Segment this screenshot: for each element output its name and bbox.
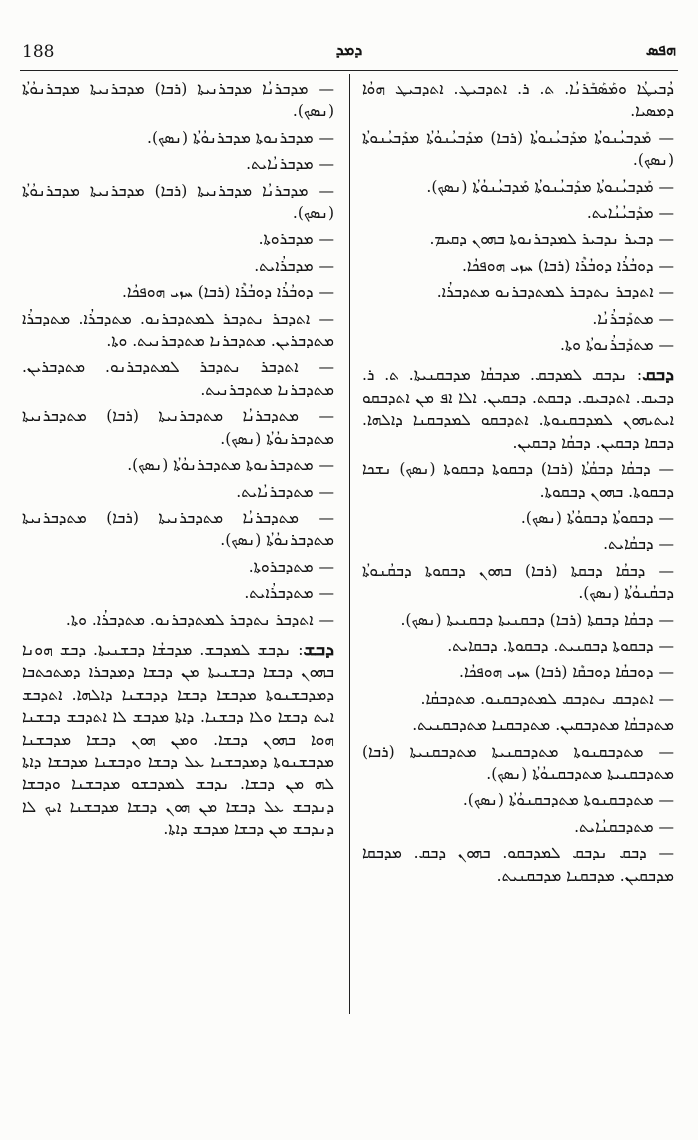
right-column bbox=[362, 78, 674, 1028]
running-head-right: ܗܦܣ bbox=[645, 40, 676, 59]
derivative-line: — ܡܕܒܪܢܘܬܐ ܡܕܒܪܢܘܳܬܳܐ (ܢܣܟ). bbox=[147, 128, 334, 147]
dictionary-entry bbox=[22, 639, 334, 841]
header-rule bbox=[20, 70, 678, 71]
dictionary-entry bbox=[362, 364, 674, 454]
derivative-line: — ܡܕܒܪܢܳܐ ܡܕܒܪܢܝܬܐ (ܪܒܐ) ܡܕܒܪܢܝܬܐ ܡܕܒܪܢܘܳܬܳܐ (ܢܣܟ). bbox=[22, 181, 334, 223]
derivative-line: — ܕܒܩܳܐ ܕܒܩܬܐ (ܪܒܐ) ܒܗܘܢ ܕܒܩܘܬܐ ܕܒܩܳܢܘܬܳܐ ܕܒܩܳܢܘܳܬܳܐ (ܢܣܟ). bbox=[362, 561, 674, 603]
derivative-line: — ܡܕܰܒܝܳܢܳܐܝܬ. bbox=[586, 204, 674, 223]
derivative-line: — ܐܬܕܒܪ ܢܬܕܒܪ ܠܡܬܕܒܪܢܘ ܡܬܕܒܪܳܐ. bbox=[436, 283, 674, 302]
derivative-line: — ܐܬܕܒܪ ܢܬܕܒܪ ܠܡܬܕܒܪܢܘ. ܡܬܕܒܪܳܐ. ܡܬܕܒܪܳܐ ܡܬܕܒܪܝܢ. ܡܬܕܒܪܢܐ ܡܬܕܒܪܢܝܬ. ܘܬܐ. bbox=[22, 309, 334, 351]
derivative-line: — ܡܰܕܒܝܳܢܘܬܳܐ ܡܕܰܒܝܳܢܘܬܳܐ ܡܰܕܒܝܳܢܘܳܬܳܐ (ܢܣܟ). bbox=[426, 177, 674, 196]
derivative-line: — ܡܕܒܪܢܳܐܝܬ. bbox=[246, 155, 334, 174]
derivative-line: — ܡܬܕܒܩܢܘܬܐ ܡܬܕܒܩܢܘܳܬܳܐ (ܢܣܟ). bbox=[462, 791, 674, 810]
derivative-line: — ܕܘܒܳܪܳܐ ܕܘܒܳܪܶܐ (ܪܒܐ) ܚܙܝ ܗܘܦܟܳܐ. bbox=[121, 283, 334, 302]
derivative-line: — ܡܬܕܰܒܪܳܢܳܐ. bbox=[592, 309, 674, 328]
derivative-line: ܕܳܒܝܛܳܐ ܘܡܰܣܰܒܰܪܢܳܐ. ܬ. ܪ. ܐܬܕܒܝܛ. ܐܬܕܒܝܛ ܗܘܳܐ ܕܡܣܝܐ. bbox=[362, 80, 674, 121]
derivative-line: — ܡܬܕܒܪܢܘܬܐ ܡܬܕܒܪܢܘܳܬܳܐ (ܢܣܟ). bbox=[127, 456, 334, 475]
entry-headword: ܕܒܫ bbox=[303, 638, 334, 660]
derivative-line: — ܡܬܕܒܩܢܘܬܐ ܡܬܕܒܩܢܝܬܐ ܡܬܕܒܩܢܝܬܐ (ܪܒܐ) ܡܬܕܒܩܢܝܬܐ ܡܬܕܒܩܢܘܳܬܳܐ (ܢܣܟ). bbox=[362, 742, 674, 783]
derivative-line: — ܐܬܕܒܪ ܢܬܕܒܪ ܠܡܬܕܒܪܢܘ. ܡܬܕܒܪܳܐ. ܘܬܐ. bbox=[65, 610, 334, 629]
derivative-line: — ܡܕܒܪܘܬܐ. bbox=[258, 230, 334, 249]
entry-text: : ܢܕܒܩ ܠܡܕܒܩ. ܡܕܒܩܳܐ ܡܕܒܩܢܝܬܐ. ܬ. ܪ. ܕܒܝܩ. ܐܬܕܒܝܩ. ܕܒܩܬ. ܕܒܩܝܢ. ܐܠܐ ܐܦ ܡܢ ܐܬܕܒܩܘ ܐܝܬܝܗܘܢ ܠܡܕܒܩܢܘܬܐ. ܐܬܕܒܩܘ ܠܡܕܒܩܢܐ ܕܐܠܗܐ. ܕܒܩܐ ܕܒܩܝܢ. ܕܒܩܳܐ ܕܒܩܝܢ. bbox=[362, 366, 674, 452]
entry-text: : ܢܕܒܫ ܠܡܕܒܫ. ܡܕܒܫܳܐ ܕܒܫܢܝܬܐ. ܕܒܫ ܗܘܢܐ ܒܗܘܢ ܕܒܫܐ ܕܒܫܢܝܬܐ ܡܢ ܕܒܫܐ ܕܡܕܒܪܐ ܕܡܬܟܬܒܐ ܕܡܕܒܫܢܘܬܐ ܡܕܒܫܐ ܕܒܫܐ ܕܕܒܫܢܐ ܕܐܠܗܐ. ܐܬܕܒܫ ܐܝܬ ܕܒܫܐ ܘܠܐ ܕܒܫܢܐ. ܕܐܬܐ ܡܕܒܫ ܠܐ ܐܬܕܒܫ ܕܒܫܢܐ ܗܘܐ ܒܗܘܢ ܕܒܫܐ. ܘܡܢ ܗܘܢ ܕܒܫܐ ܡܕܒܫܢܐ ܡܕܒܫܢܘܬܐ ܕܡܕܒܫܢܐ ܥܠ ܕܒܫܐ ܘܕܒܫܢܐ ܡܕܒܫܐ ܕܐܬܐ ܠܗ ܡܢ ܕܒܫܐ. ܢܕܒܫ ܠܡܕܒܫܘ ܡܕܒܫܢܐ ܘܕܒܫܐ ܕܢܕܒܫ ܥܠ ܕܒܫܐ ܡܢ ܗܘܢ ܕܒܫܐ ܡܕܒܫܢܐ ܐܝܟ ܠܐ ܕܢܕܒܫ ܡܢ ܕܒܫܐ ܡܕܒܫ ܕܐܬܐ. bbox=[22, 640, 334, 839]
entry-headword: ܕܒܩ bbox=[642, 364, 674, 386]
derivative-line: — ܡܬܕܒܪܢܳܐ ܡܬܕܒܪܢܝܬܐ (ܪܒܐ) ܡܬܕܒܪܢܝܬܐ ܡܬܕܒܪܢܘܳܬܳܐ (ܢܣܟ). bbox=[22, 508, 334, 550]
derivative-line: — ܕܒܩܘܬܳܐ ܕܒܩܘܳܬܳܐ (ܢܣܟ). bbox=[520, 508, 674, 527]
derivative-line: — ܕܒܩܳܐ ܕܒܩܬܐ (ܪܒܐ) ܕܒܩܢܝܬܐ ܕܒܩܢܝܬܐ (ܢܣܟ). bbox=[400, 610, 674, 629]
column-divider bbox=[349, 74, 350, 1014]
page-header bbox=[20, 36, 678, 66]
running-head-center: ܕܡܕ bbox=[335, 40, 363, 59]
derivative-line: ܡܬܕܒܩܳܐ ܡܬܕܒܩܝܢ. ܡܬܕܒܩܢܐ ܡܬܕܒܩܢܝܬ. bbox=[412, 716, 674, 735]
derivative-line: — ܕܒܩܳܐ ܕܒܩܳܬܳܐ (ܪܒܐ) ܕܒܩܘܬܐ ܕܒܩܘܬܐ (ܢܣܟ) ܢܫܟܐ ܕܒܩܘܬܐ. ܒܗܘܢ ܕܒܩܘܬܐ. bbox=[362, 460, 674, 501]
left-column bbox=[22, 78, 334, 1028]
derivative-line: — ܕܘܒܳܪܳܐ ܕܘܒܳܪܶܐ (ܪܒܐ) ܚܙܝ ܗܘܦܟܳܐ. bbox=[461, 256, 674, 275]
derivative-line: — ܐܬܕܒܪ ܢܬܕܒܪ ܠܡܬܕܒܪܢܘ. ܡܬܕܒܪܝܢ. ܡܬܕܒܪܢܐ ܡܬܕܒܪܢܝܬ. bbox=[22, 358, 334, 399]
derivative-line: — ܡܬܕܒܪܳܐܝܬ. bbox=[244, 584, 334, 603]
derivative-line: — ܡܬܕܒܩܢܳܐܝܬ. bbox=[574, 817, 674, 836]
derivative-line: — ܕܒܝܪ ܢܕܒܝܪ ܠܡܕܒܪܢܘܬܐ ܒܗܘܢ ܕܩܝܡ. bbox=[429, 230, 674, 249]
derivative-line: — ܕܘܒܩܳܐ ܕܘܒܩܶܐ (ܪܒܐ) ܚܙܝ ܗܘܦܟܳܐ. bbox=[459, 663, 674, 682]
derivative-line: — ܡܬܕܰܒܪܳܢܘܬܳܐ ܘܬܐ. bbox=[559, 336, 674, 355]
derivative-line: — ܐܬܕܒܩ ܢܬܕܒܩ ܠܡܬܕܒܩܢܘ. ܡܬܕܒܩܳܐ. bbox=[420, 689, 674, 708]
derivative-line: — ܡܬܕܒܪܘܬܐ. bbox=[248, 557, 334, 576]
derivative-line: — ܡܕܒܪܢܳܐ ܡܕܒܪܢܝܬܐ (ܪܒܐ) ܡܕܒܪܢܝܬܐ ܡܕܒܪܢܘܳܬܳܐ (ܢܣܟ). bbox=[22, 80, 334, 121]
derivative-line: — ܡܰܕܒܝܳܢܘܬܳܐ ܡܕܰܒܝܳܢܘܬܳܐ (ܪܒܐ) ܡܕܰܒܝܳܢܘܳܬܳܐ ܡܕܰܒܝܳܢܘܬܳܐ (ܢܣܟ). bbox=[362, 128, 674, 170]
page-number: 188 bbox=[22, 42, 55, 62]
derivative-line: — ܡܕܒܪܳܐܝܬ. bbox=[254, 256, 334, 275]
derivative-line: — ܕܒܩܘܬܐ ܕܒܩܢܝܬ. ܕܒܩܘܬܐ. ܕܒܩܐܝܬ. bbox=[447, 636, 674, 655]
derivative-line: — ܡܬܕܒܪܢܳܐܝܬ. bbox=[236, 482, 334, 501]
derivative-line: — ܕܒܩܳܐܝܬ. bbox=[603, 535, 674, 554]
derivative-line: — ܡܬܕܒܪܢܳܐ ܡܬܕܒܪܢܝܬܐ (ܪܒܐ) ܡܬܕܒܪܢܝܬܐ ܡܬܕܒܪܢܘܳܬܳܐ (ܢܣܟ). bbox=[22, 407, 334, 448]
derivative-line: — ܕܒܩ ܢܕܒܩ ܠܡܕܒܩܘ. ܒܗܘܢ ܕܒܩ. ܡܕܒܩܐ ܡܕܒܩܝܢ. ܡܕܒܩܢܐ ܡܕܒܩܢܝܬ. bbox=[362, 844, 674, 885]
